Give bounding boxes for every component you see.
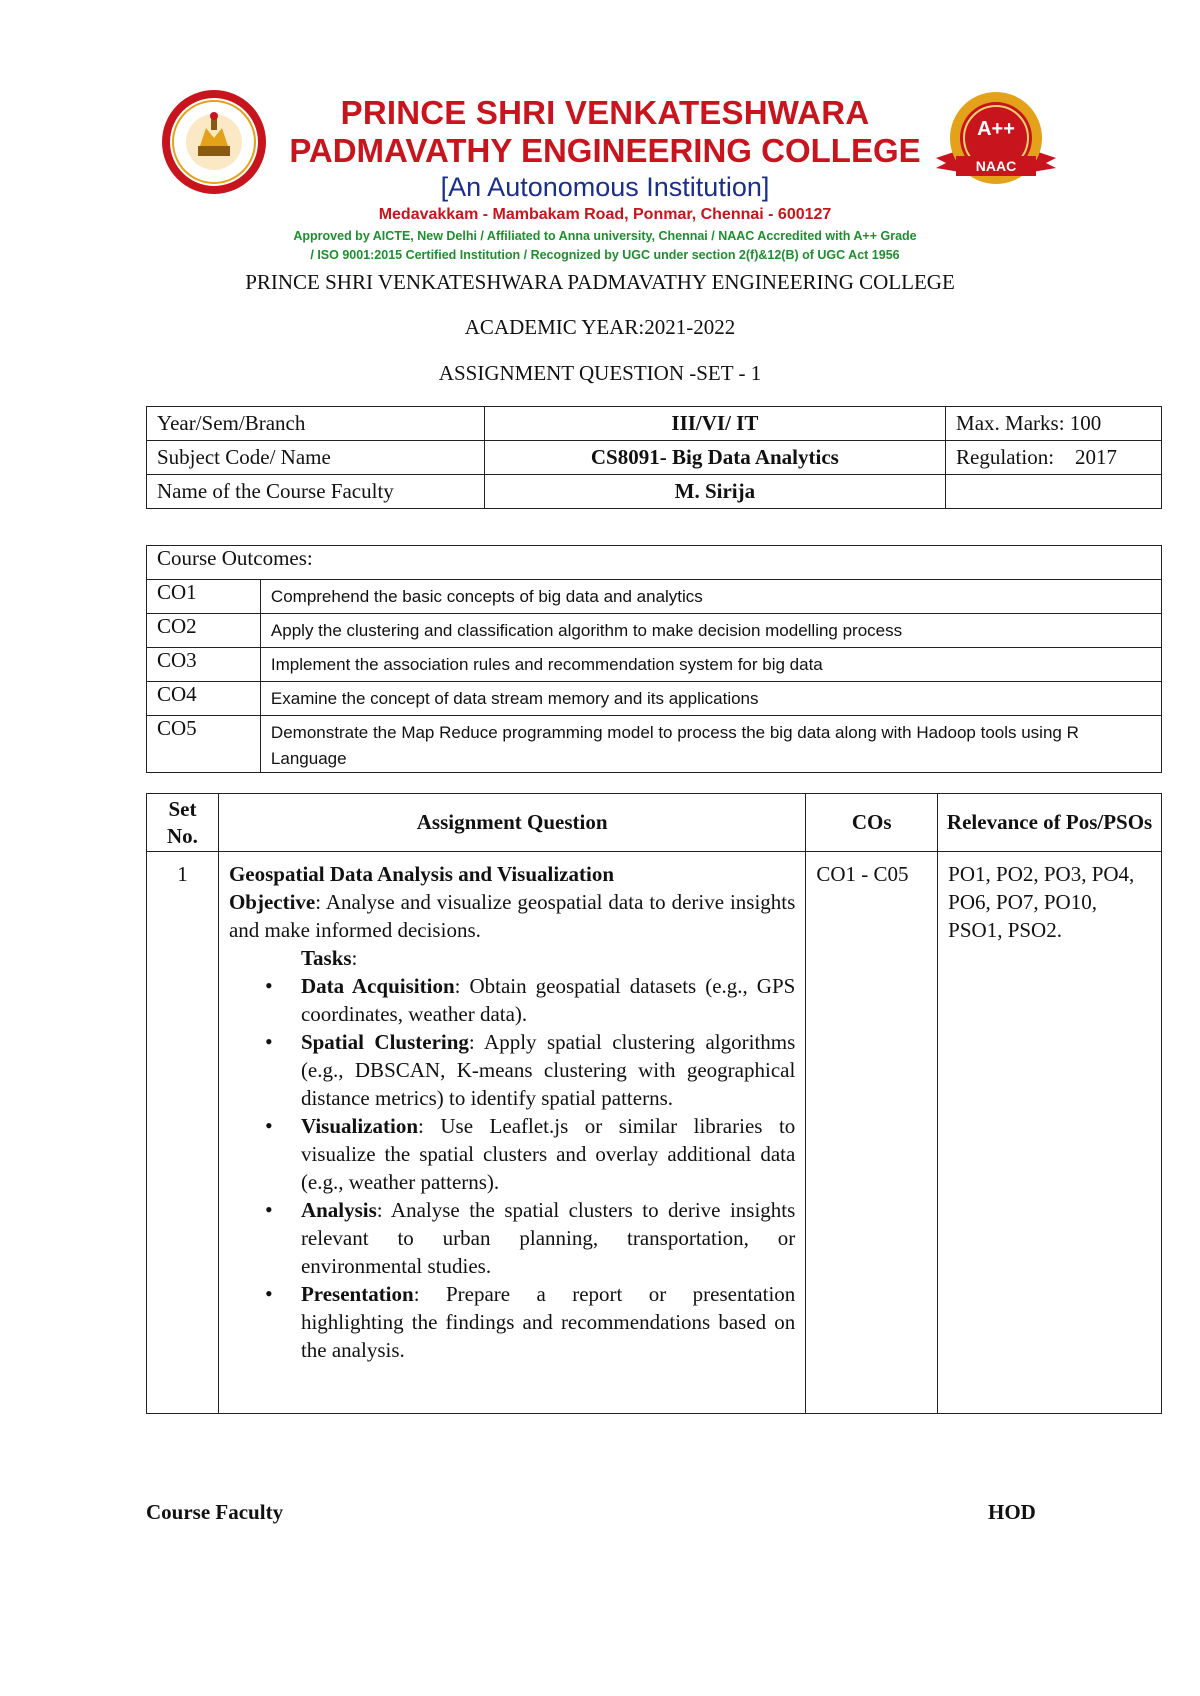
co-text: Implement the association rules and recommendation system for big data: [260, 648, 1161, 682]
table-row: [147, 648, 1162, 682]
task-text: : Prepare a report or presentation highlighting the findings and recommendations based on the analysis.: [300, 1282, 796, 1362]
table-row: [147, 407, 1162, 441]
list-item: [301, 1280, 795, 1364]
cos-cell: CO1 - C05: [806, 852, 938, 1414]
letterhead: [150, 80, 1060, 270]
table-header-row: [147, 794, 1162, 852]
letterhead-line-2: PADMAVATHY ENGINEERING COLLEGE: [289, 132, 921, 169]
co-code: CO5: [147, 716, 261, 773]
list-item: [301, 1112, 795, 1196]
co-code: CO3: [147, 648, 261, 682]
relevance-cell: PO1, PO2, PO3, PO4, PO6, PO7, PO10, PSO1, PSO2.: [938, 852, 1162, 1414]
task-text: : Obtain geospatial datasets (e.g., GPS coordinates, weather data).: [300, 974, 796, 1026]
letterhead-address: Medavakkam - Mambakam Road, Ponmar, Chennai - 600127: [378, 206, 832, 223]
badge-org: NAAC: [975, 158, 1017, 174]
course-info-table: [146, 406, 1162, 509]
task-text: : Apply spatial clustering algorithms (e.g., DBSCAN, K-means clustering with geographical distance metrics) to identify spatial patterns.: [300, 1030, 796, 1110]
college-seal-logo: [160, 88, 268, 196]
table-row: [147, 546, 1162, 580]
tasks-colon: :: [351, 946, 358, 970]
academic-year-heading: ACADEMIC YEAR:2021-2022: [464, 315, 736, 339]
header-set-no: Set No.: [147, 794, 219, 852]
info-value: M. Sirija: [484, 475, 945, 509]
course-faculty-signature: Course Faculty: [146, 1500, 284, 1524]
table-row: [147, 475, 1162, 509]
list-item: [301, 972, 795, 1028]
letterhead-approval: [150, 227, 1060, 265]
assignment-table: [146, 793, 1162, 1414]
info-label: Name of the Course Faculty: [147, 475, 485, 509]
task-name: Presentation: [300, 1282, 414, 1306]
info-label: Year/Sem/Branch: [147, 407, 485, 441]
table-row: [147, 716, 1162, 773]
task-name: Analysis: [300, 1198, 377, 1222]
table-row: [147, 852, 1162, 1414]
co-code: CO4: [147, 682, 261, 716]
badge-grade: A++: [977, 118, 1015, 140]
header-question: Assignment Question: [218, 794, 805, 852]
course-outcomes-title: Course Outcomes:: [147, 546, 1162, 580]
table-row: [147, 614, 1162, 648]
table-row: [147, 580, 1162, 614]
question-title: Geospatial Data Analysis and Visualization: [228, 862, 615, 886]
co-code: CO2: [147, 614, 261, 648]
info-value: III/VI/ IT: [484, 407, 945, 441]
header-relevance: Relevance of Pos/PSOs: [938, 794, 1162, 852]
task-name: Data Acquisition: [300, 974, 455, 998]
co-text: Examine the concept of data stream memory and its applications: [260, 682, 1161, 716]
table-row: [147, 682, 1162, 716]
task-name: Spatial Clustering: [300, 1030, 469, 1054]
header-cos: COs: [806, 794, 938, 852]
info-extra: Regulation: 2017: [946, 441, 1162, 475]
question-cell: [218, 852, 805, 1414]
objective-label: Objective: [228, 890, 316, 914]
tasks-label: Tasks: [300, 946, 352, 970]
co-text: Comprehend the basic concepts of big data and analytics: [260, 580, 1161, 614]
info-extra: [946, 475, 1162, 509]
approval-line-2: / ISO 9001:2015 Certified Institution / Recognized by UGC under section 2(f)&12(B) of UGC Act 1956: [310, 248, 900, 262]
list-item: [301, 1028, 795, 1112]
info-value: CS8091- Big Data Analytics: [484, 441, 945, 475]
co-text: Demonstrate the Map Reduce programming model to process the big data along with Hadoop tools using R Language: [260, 716, 1161, 773]
assignment-heading: ASSIGNMENT QUESTION -SET - 1: [438, 361, 762, 385]
hod-signature: HOD: [988, 1500, 1036, 1524]
task-list: [229, 972, 795, 1364]
co-code: CO1: [147, 580, 261, 614]
task-name: Visualization: [300, 1114, 419, 1138]
table-row: [147, 441, 1162, 475]
question-objective: [229, 888, 795, 944]
college-heading: PRINCE SHRI VENKATESHWARA PADMAVATHY ENGINEERING COLLEGE: [245, 270, 955, 294]
task-text: : Analyse the spatial clusters to derive insights relevant to urban planning, transportation, or environmental studies.: [300, 1198, 796, 1278]
naac-badge: [930, 88, 1062, 198]
course-outcomes-table: [146, 545, 1162, 773]
letterhead-line-3: [An Autonomous Institution]: [440, 172, 770, 202]
letterhead-line-1: PRINCE SHRI VENKATESHWARA: [340, 94, 870, 131]
info-label: Subject Code/ Name: [147, 441, 485, 475]
tasks-heading: [301, 944, 795, 972]
co-text: Apply the clustering and classification algorithm to make decision modelling process: [260, 614, 1161, 648]
objective-text: : Analyse and visualize geospatial data to derive insights and make informed decisions.: [228, 890, 796, 942]
task-text: : Use Leaflet.js or similar libraries to visualize the spatial clusters and overlay additional data (e.g., weather patterns).: [300, 1114, 796, 1194]
set-number: 1: [147, 852, 219, 1414]
naac-badge-icon: [930, 88, 1062, 198]
approval-line-1: Approved by AICTE, New Delhi / Affiliated to Anna university, Chennai / NAAC Accredited with A++ Grade: [293, 229, 917, 243]
list-item: [301, 1196, 795, 1280]
info-extra: Max. Marks: 100: [946, 407, 1162, 441]
